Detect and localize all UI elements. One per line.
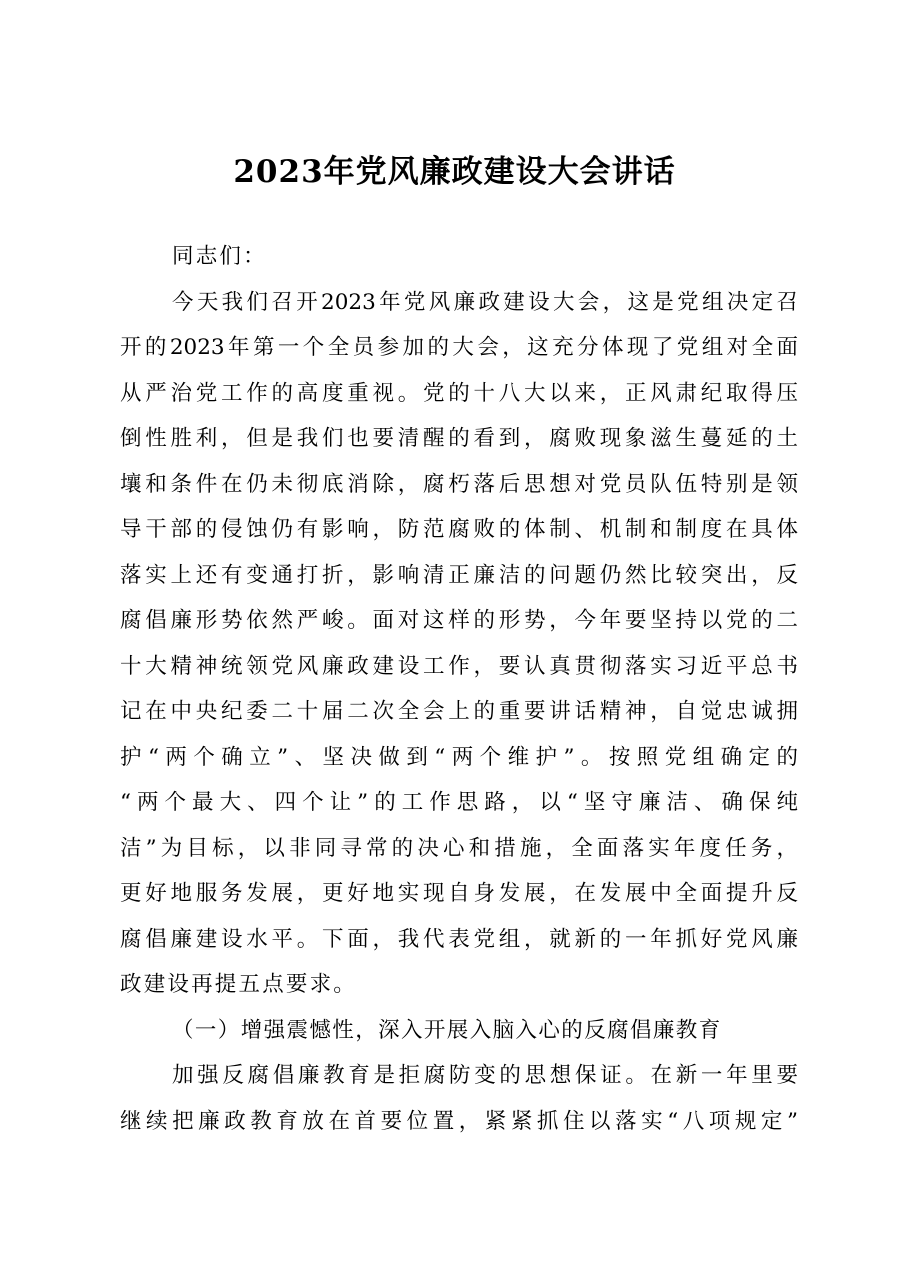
paragraph-line: 腐倡廉建设水平。下面，我代表党组，就新的一年抓好党风廉	[120, 926, 798, 952]
paragraph-line: 更好地服务发展，更好地实现自身发展，在发展中全面提升反	[120, 881, 798, 906]
paragraph-line: 十大精神统领党风廉政建设工作，要认真贯彻落实习近平总书	[120, 653, 798, 679]
salutation: 同志们：	[172, 244, 267, 269]
paragraph-line: 洁”为目标，以非同寻常的决心和措施，全面落实年度任务，	[120, 835, 798, 861]
paragraph-line: 继续把廉政教育放在首要位置，紧紧抓住以落实“八项规定”	[120, 1108, 798, 1134]
paragraph-line: 落实上还有变通打折，影响清正廉洁的问题仍然比较突出，反	[120, 562, 798, 588]
paragraph-line: 壤和条件在仍未彻底消除，腐朽落后思想对党员队伍特别是领	[120, 471, 798, 497]
document-body	[120, 234, 798, 1144]
paragraph-line: 政建设再提五点要求。	[120, 972, 358, 997]
document-title: 2023年党风廉政建设大会讲话	[233, 154, 676, 190]
paragraph-2	[120, 1053, 798, 1144]
paragraph-line: 加强反腐倡廉教育是拒腐防变的思想保证。在新一年里要	[172, 1063, 798, 1088]
section-heading: （一）增强震憾性，深入开展入脑入心的反腐倡廉教育	[172, 1017, 722, 1043]
paragraph-1	[120, 280, 798, 1008]
paragraph-line: 今天我们召开2023年党风廉政建设大会，这是党组决定召	[172, 289, 798, 315]
paragraph-line: 腐倡廉形势依然严峻。面对这样的形势，今年要坚持以党的二	[120, 608, 798, 633]
paragraph-line: “两个最大、四个让”的工作思路，以“坚守廉洁、确保纯	[120, 790, 798, 815]
paragraph-line: 导干部的侵蚀仍有影响，防范腐败的体制、机制和制度在具体	[120, 517, 798, 542]
paragraph-line: 记在中央纪委二十届二次全会上的重要讲话精神，自觉忠诚拥	[120, 699, 798, 724]
paragraph-line: 开的2023年第一个全员参加的大会，这充分体现了党组对全面	[120, 335, 798, 360]
paragraph-line: 倒性胜利，但是我们也要清醒的看到，腐败现象滋生蔓延的土	[120, 426, 798, 451]
paragraph-line: 从严治党工作的高度重视。党的十八大以来，正风肃纪取得压	[120, 380, 798, 406]
paragraph-line: 护“两个确立”、坚决做到“两个维护”。按照党组确定的	[120, 744, 798, 770]
